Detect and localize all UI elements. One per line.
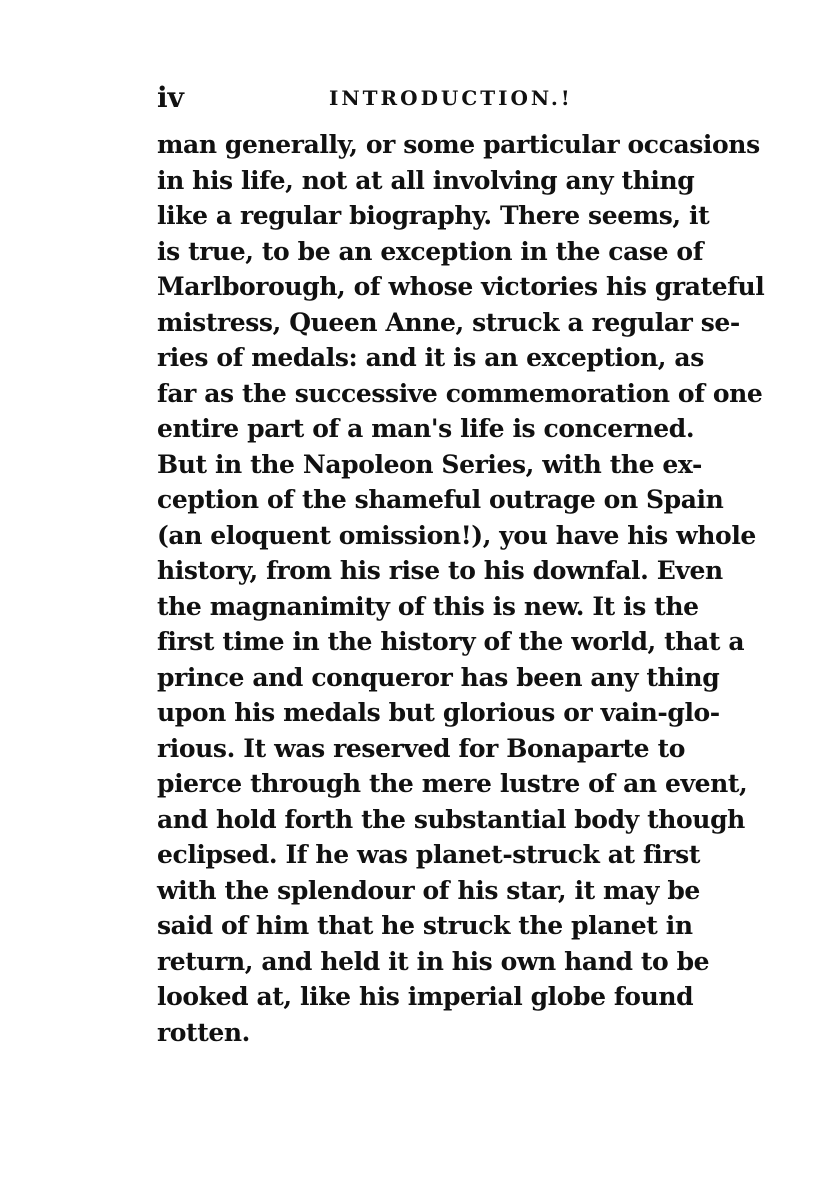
text-line: looked at, like his imperial globe found [157,982,694,1011]
text-line: history, from his rise to his downfal. Even [157,556,723,585]
text-line: ception of the shameful outrage on Spain [157,485,724,514]
text-line: first time in the history of the world, that a [157,627,745,656]
text-line: Marlborough, of whose victories his grateful [157,272,765,301]
text-line: return, and held it in his own hand to be [157,946,710,976]
text-line: with the splendour of his star, it may be [157,875,700,905]
text-line: in his life, not at all involving any thing [157,165,695,195]
text-line: rotten. [157,1017,250,1047]
text-line: mistress, Queen Anne, struck a regular se- [157,307,740,337]
text-line: and hold forth the substantial body though [157,804,745,834]
text-line: eclipsed. If he was planet-struck at first [157,840,701,869]
body-text [157,127,765,1050]
text-line: entire part of a man's life is concerned. [157,414,695,443]
text-line: rious. It was reserved for Bonaparte to [157,733,685,763]
text-line: (an eloquent omission!), you have his whole [157,520,756,550]
text-line: prince and conqueror has been any thing [157,662,720,692]
text-line: man generally, or some particular occasions [157,130,760,159]
text-line: said of him that he struck the planet in [157,911,693,940]
page-number: iv [157,81,184,114]
text-line: is true, to be an exception in the case of [157,236,704,266]
text-line: the magnanimity of this is new. It is the [157,591,699,621]
text-line: pierce through the mere lustre of an event, [157,769,748,798]
text-line: far as the successive commemoration of one [157,378,763,408]
text-line: like a regular biography. There seems, it [157,201,710,230]
text-line: ries of medals: and it is an exception, as [157,343,704,372]
running-title: INTRODUCTION.! [329,86,573,110]
text-line: upon his medals but glorious or vain-glo- [157,698,720,727]
running-head [157,78,685,118]
text-line: But in the Napoleon Series, with the ex- [157,449,702,479]
